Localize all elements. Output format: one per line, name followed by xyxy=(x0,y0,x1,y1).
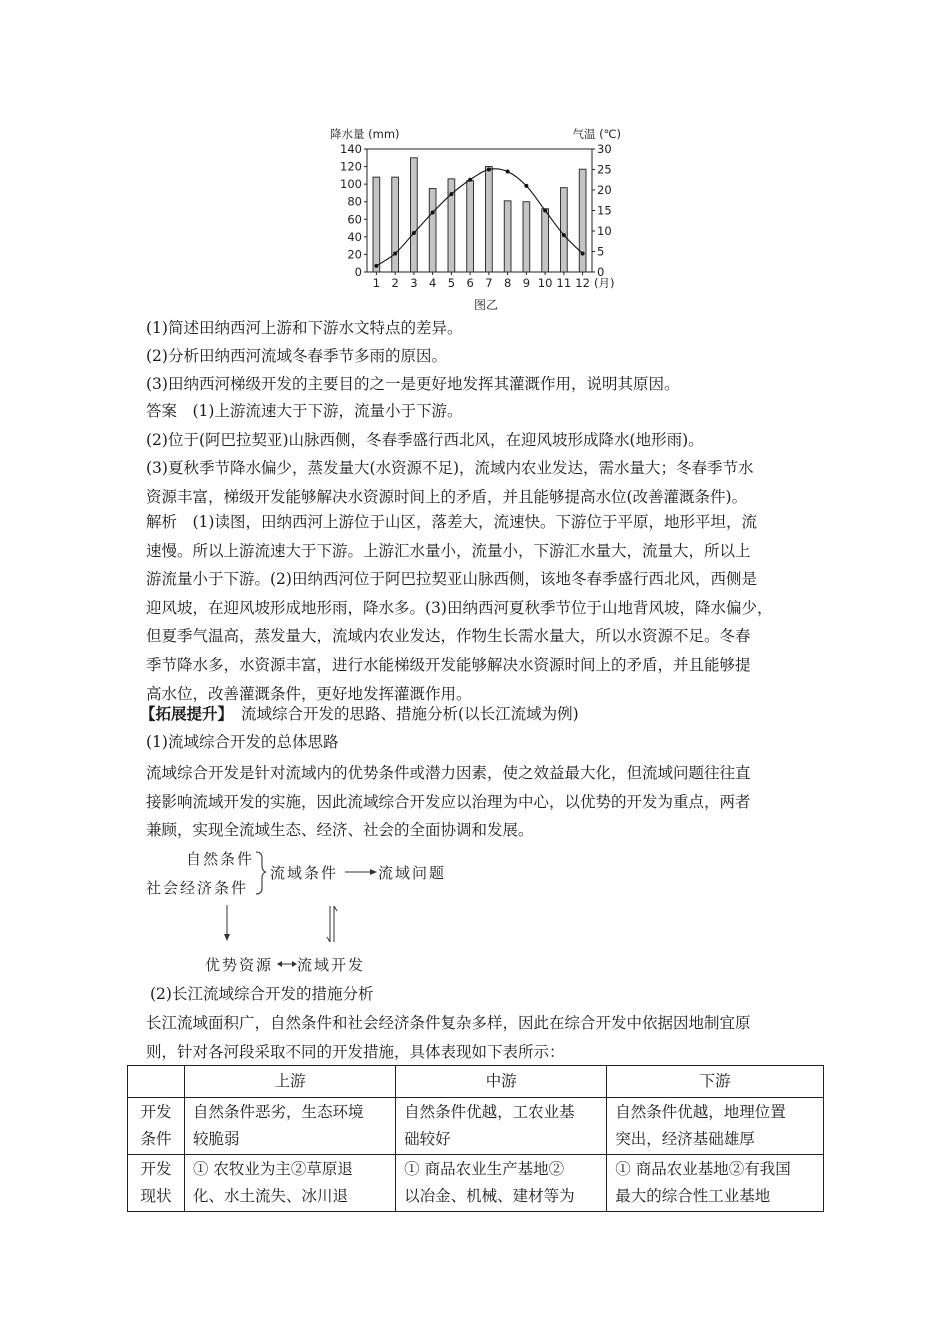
temperature-point xyxy=(468,178,472,182)
x-tick-label: 4 xyxy=(428,276,437,290)
y-right-tick-label: 0 xyxy=(597,265,605,279)
question-3: (3)田纳西河梯级开发的主要目的之一是更好地发挥其灌溉作用，说明其原因。 xyxy=(146,375,680,393)
table-header-row xyxy=(128,1066,824,1098)
table-cell xyxy=(396,1098,607,1155)
table-row xyxy=(128,1098,824,1155)
analysis-line: 高水位，改善灌溉条件，更好地发挥灌溉作用。 xyxy=(146,684,472,703)
x-tick-label: 11 xyxy=(556,276,572,290)
precipitation-bar xyxy=(392,177,399,272)
analysis-line: 季节降水多，水资源丰富，进行水能梯级开发能够解决水资源时间上的矛盾，并且能够提 xyxy=(146,655,751,674)
flow-basin-development: 流域开发 xyxy=(297,956,366,974)
question-2: (2)分析田纳西河流域冬春季节多雨的原因。 xyxy=(146,347,447,365)
section1-line: 流域综合开发是针对流域内的优势条件或潜力因素，使之效益最大化，但流域问题往往直 xyxy=(146,764,751,782)
answer-line: (2)位于(阿巴拉契亚)山脉西侧，冬春季盛行西北风，在迎风坡形成降水(地形雨)。 xyxy=(146,430,704,449)
extension-title: 流域综合开发的思路、措施分析(以长江流域为例) xyxy=(241,705,579,723)
x-axis-ticks xyxy=(373,272,615,290)
cell-line: 化、水土流失、冰川退 xyxy=(193,1187,349,1205)
temperature-point xyxy=(524,184,528,188)
flow-bidirectional-arrow-icon xyxy=(277,961,297,967)
table-header-midstream: 中游 xyxy=(396,1066,607,1098)
question-1: (1)简述田纳西河上游和下游水文特点的差异。 xyxy=(146,319,463,337)
development-table xyxy=(127,1065,824,1212)
y-axis-right-label: 气温 (℃) xyxy=(572,127,621,141)
chart-caption: 图乙 xyxy=(473,298,499,312)
analysis-line: 速慢。所以上游流速大于下游。上游汇水量小，流量小，下游汇水量大，流量大，所以上 xyxy=(146,541,751,560)
y-left-tick-label: 40 xyxy=(347,229,362,244)
temperature-point xyxy=(393,252,397,256)
cell-line: 最大的综合性工业基地 xyxy=(615,1187,771,1205)
x-tick-label: 8 xyxy=(503,276,512,290)
analysis-line: 迎风坡，在迎风坡形成地形雨，降水多。(3)田纳西河夏秋季节位于山地背风坡，降水偏少， xyxy=(146,598,773,617)
flow-basin-problems: 流域问题 xyxy=(378,864,447,882)
row-label-line: 开发 xyxy=(140,1160,172,1178)
flow-double-arrow-icon xyxy=(327,906,337,942)
y-right-tick-label: 5 xyxy=(597,244,605,259)
section2-body xyxy=(146,1009,812,1066)
precipitation-bar xyxy=(504,201,511,272)
y-axis-right-ticks xyxy=(592,142,612,279)
section2-line: 长江流域面积广，自然条件和社会经济条件复杂多样，因此在综合开发中依据因地制宜原 xyxy=(146,1014,751,1032)
precipitation-bar xyxy=(429,189,436,272)
extension-heading xyxy=(140,704,579,724)
y-right-tick-label: 10 xyxy=(597,224,612,238)
row-label-line: 开发 xyxy=(140,1103,172,1121)
table-cell xyxy=(396,1155,607,1212)
precipitation-bar xyxy=(523,202,530,272)
y-left-tick-label: 60 xyxy=(347,212,362,227)
y-left-tick-label: 140 xyxy=(340,142,362,156)
section2-line: 则，针对各河段采取不同的开发措施，具体表现如下表所示： xyxy=(146,1042,565,1061)
cell-line: ① 商品农业基地②有我国 xyxy=(615,1160,791,1178)
table-header-downstream: 下游 xyxy=(607,1066,824,1098)
y-left-tick-label: 100 xyxy=(340,177,362,192)
answer-line: 答案 (1)上游流速大于下游，流量小于下游。 xyxy=(146,402,463,420)
section1-heading: (1)流域综合开发的总体思路 xyxy=(146,733,339,751)
table-cell xyxy=(607,1155,824,1212)
x-tick-label: 7 xyxy=(485,276,493,290)
x-tick-label: 2 xyxy=(391,276,399,290)
cell-line: 自然条件恶劣，生态环境 xyxy=(193,1103,364,1121)
climate-chart-svg xyxy=(325,122,645,312)
climate-chart xyxy=(325,122,645,312)
x-tick-label: 12 xyxy=(575,276,590,290)
y-right-tick-label: 15 xyxy=(597,203,612,218)
table-cell xyxy=(185,1155,396,1212)
x-axis-unit: (月) xyxy=(594,276,615,290)
flow-brace-icon xyxy=(256,852,266,894)
precipitation-bar xyxy=(561,188,568,272)
x-tick-label: 3 xyxy=(410,276,418,290)
temperature-point xyxy=(449,192,453,196)
plot-frame xyxy=(367,149,592,272)
flow-arrow-right-icon xyxy=(345,869,377,875)
x-tick-label: 1 xyxy=(372,276,381,290)
precipitation-bar xyxy=(467,181,474,272)
extension-tag: 【拓展提升】 xyxy=(140,704,234,723)
y-left-tick-label: 80 xyxy=(347,194,362,209)
cell-line: 自然条件优越，地理位置 xyxy=(615,1103,786,1121)
precipitation-bar xyxy=(411,158,418,272)
table-row xyxy=(128,1155,824,1212)
temperature-point xyxy=(487,168,491,172)
table-cell xyxy=(607,1098,824,1155)
section2-heading: (2)长江流域综合开发的措施分析 xyxy=(150,985,374,1003)
y-right-tick-label: 25 xyxy=(597,162,612,177)
cell-line: 础较好 xyxy=(404,1130,451,1148)
precipitation-bars xyxy=(373,158,586,272)
table-header-upstream: 上游 xyxy=(185,1066,396,1098)
y-axis-left-label: 降水量 (mm) xyxy=(330,127,400,141)
cell-line: 以冶金、机械、建材等为 xyxy=(404,1187,575,1205)
temperature-curve xyxy=(376,169,582,266)
temperature-point xyxy=(581,252,585,256)
temperature-point xyxy=(543,209,547,213)
row-label-line: 条件 xyxy=(140,1130,172,1148)
flow-natural-conditions: 自然条件 xyxy=(186,850,255,868)
y-right-tick-label: 20 xyxy=(597,183,612,197)
analysis-line: 游流量小于下游。(2)田纳西河位于阿巴拉契亚山脉西侧，该地冬春季盛行西北风，西侧是 xyxy=(146,570,757,589)
y-axis-left-ticks xyxy=(340,142,367,279)
section1-body xyxy=(146,759,812,845)
analysis-block xyxy=(146,508,812,708)
section1-line: 接影响流域开发的实施，因此流域综合开发应以治理为中心，以优势的开发为重点，两者 xyxy=(146,792,751,811)
cell-line: ① 农牧业为主②草原退 xyxy=(193,1160,353,1178)
chart-axes xyxy=(367,149,592,272)
x-tick-label: 9 xyxy=(522,276,531,290)
answer-line: 资源丰富，梯级开发能够解决水资源时间上的矛盾，并且能够提高水位(改善灌溉条件)。 xyxy=(146,487,748,506)
flow-arrow-down-icon xyxy=(224,905,230,941)
answer-line: (3)夏秋季节降水偏少，蒸发量大(水资源不足)，流域内农业发达，需水量大；冬春季节水 xyxy=(146,459,754,477)
row-label-line: 现状 xyxy=(140,1187,172,1205)
temperature-point xyxy=(431,211,435,215)
flow-basin-conditions: 流域条件 xyxy=(270,864,339,882)
x-tick-label: 6 xyxy=(466,276,474,290)
cell-line: 自然条件优越，工农业基 xyxy=(404,1103,575,1121)
temperature-point xyxy=(374,264,378,268)
x-tick-label: 5 xyxy=(447,276,456,290)
x-tick-label: 10 xyxy=(537,276,553,290)
cell-line: 突出，经济基础雄厚 xyxy=(615,1130,755,1148)
y-left-tick-label: 0 xyxy=(354,265,362,279)
temperature-point xyxy=(562,233,566,237)
precipitation-bar xyxy=(542,209,549,272)
temperature-point xyxy=(412,231,416,235)
cell-line: 较脆弱 xyxy=(193,1130,240,1148)
table-header-corner xyxy=(128,1066,185,1098)
flow-socio-economic-conditions: 社会经济条件 xyxy=(146,879,249,897)
precipitation-bar xyxy=(373,177,380,272)
precipitation-bar xyxy=(486,167,493,272)
cell-line: ① 商品农业生产基地② xyxy=(404,1160,565,1178)
answer-block xyxy=(146,397,812,511)
y-right-tick-label: 30 xyxy=(597,142,612,156)
temperature-point xyxy=(506,170,510,174)
y-left-tick-label: 20 xyxy=(347,247,362,262)
precipitation-bar xyxy=(579,169,586,272)
analysis-line: 但夏季气温高，蒸发量大，流域内农业发达，作物生长需水量大，所以水资源不足。冬春 xyxy=(146,627,751,646)
row-label xyxy=(128,1155,185,1212)
row-label xyxy=(128,1098,185,1155)
y-left-tick-label: 120 xyxy=(340,159,362,174)
section1-line: 兼顾，实现全流域生态、经济、社会的全面协调和发展。 xyxy=(146,821,534,839)
analysis-line: 解析 (1)读图，田纳西河上游位于山区，落差大，流速快。下游位于平原，地形平坦，流 xyxy=(146,513,757,531)
temperature-line xyxy=(374,168,584,268)
table-cell xyxy=(185,1098,396,1155)
flow-advantage-resources: 优势资源 xyxy=(205,956,274,974)
